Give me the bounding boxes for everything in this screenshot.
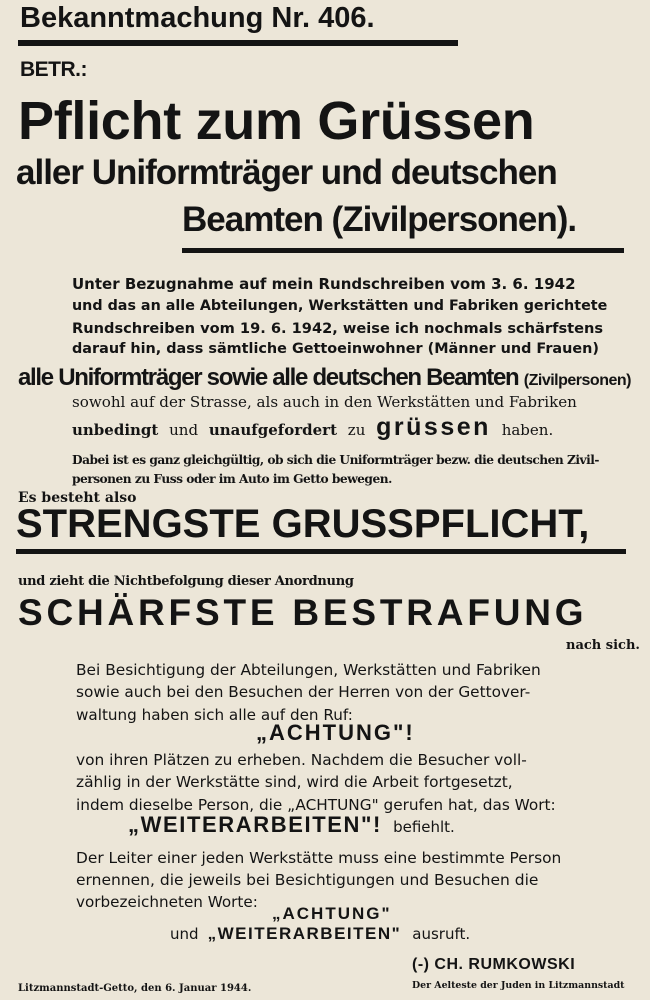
weiterarbeiten-line	[128, 812, 455, 838]
achtung-word: „ACHTUNG"	[272, 904, 392, 923]
obligation-intro: Es besteht also	[18, 490, 137, 506]
greeting-requirement-line	[72, 413, 553, 442]
weiterarbeiten-command: „WEITERARBEITEN"!	[128, 812, 382, 837]
paragraph-intro-line: und das an alle Abteilungen, Werkstätten und Fabriken gerichtete	[72, 298, 608, 314]
title-underline	[18, 40, 458, 46]
subject-line-2: aller Uniformträger und deutschen	[16, 153, 557, 192]
obligation-underline	[16, 549, 626, 554]
paragraph-line: Bei Besichtigung der Abteilungen, Werkstätten und Fabriken	[76, 661, 541, 679]
signature-title: Der Aelteste der Juden in Litzmannstadt	[412, 980, 625, 991]
word-und: und	[169, 421, 199, 439]
paragraph-line: sowohl auf der Strasse, als auch in den Werkstätten und Fabriken	[72, 393, 577, 411]
paragraph-line: zählig in der Werkstätte sind, wird die Arbeit fortgesetzt,	[76, 773, 513, 791]
uniform-bearers-text: alle Uniformträger sowie alle deutschen Beamten	[18, 364, 519, 391]
paragraph-intro-line: Rundschreiben vom 19. 6. 1942, weise ich nochmals schärfstens	[72, 320, 604, 337]
word-unbedingt: unbedingt	[72, 421, 159, 439]
paragraph-intro-line: darauf hin, dass sämtliche Gettoeinwohner (Männer und Frauen)	[72, 341, 599, 357]
weiterarbeiten-call-line	[170, 924, 470, 944]
uniform-bearers-line	[18, 364, 631, 392]
subject-label: BETR.:	[20, 58, 87, 81]
signature: (-) CH. RUMKOWSKI	[412, 956, 576, 973]
announcement-title: Bekanntmachung Nr. 406.	[20, 2, 375, 34]
word-gruessen: grüssen	[376, 413, 491, 441]
paragraph-line: waltung haben sich alle auf den Ruf:	[76, 706, 353, 724]
paragraph-line: vorbezeichneten Worte:	[76, 893, 258, 911]
paragraph-note-line: Dabei ist es ganz gleichgültig, ob sich die Uniformträger bezw. die deutschen Zivil-	[72, 453, 599, 467]
paragraph-line: von ihren Plätzen zu erheben. Nachdem die Besucher voll-	[76, 751, 527, 769]
subject-headline: Pflicht zum Grüssen	[18, 91, 535, 151]
civilians-paren: (Zivilpersonen)	[523, 372, 631, 389]
ausruft-word: ausruft.	[412, 925, 471, 943]
weiterarbeiten-word: „WEITERARBEITEN"	[207, 924, 402, 943]
obligation-headline: STRENGSTE GRUSSPFLICHT,	[16, 502, 590, 546]
penalty-intro: und zieht die Nichtbefolgung dieser Anordnung	[18, 574, 354, 589]
word-haben: haben.	[501, 421, 554, 439]
achtung-command: „ACHTUNG"!	[256, 720, 415, 745]
penalty-headline: SCHÄRFSTE BESTRAFUNG	[18, 592, 588, 633]
place-date: Litzmannstadt-Getto, den 6. Januar 1944.	[18, 983, 252, 994]
subject-underline	[182, 248, 624, 253]
paragraph-line: ernennen, die jeweils bei Besichtigungen und Besuchen die	[76, 871, 539, 889]
subject-line-3: Beamten (Zivilpersonen).	[182, 200, 577, 239]
word-zu: zu	[347, 421, 366, 439]
und-word: und	[170, 925, 199, 943]
paragraph-line: indem dieselbe Person, die „ACHTUNG" gerufen hat, das Wort:	[76, 796, 556, 814]
word-unaufgefordert: unaufgefordert	[208, 421, 338, 439]
penalty-tail: nach sich.	[566, 638, 640, 653]
paragraph-note-line: personen zu Fuss oder im Auto im Getto bewegen.	[72, 472, 392, 486]
paragraph-intro-line: Unter Bezugnahme auf mein Rundschreiben vom 3. 6. 1942	[72, 275, 576, 293]
paragraph-line: sowie auch bei den Besuchen der Herren von der Gettover-	[76, 683, 531, 701]
paragraph-line: Der Leiter einer jeden Werkstätte muss eine bestimmte Person	[76, 849, 562, 867]
befiehlt-word: befiehlt.	[393, 818, 455, 836]
